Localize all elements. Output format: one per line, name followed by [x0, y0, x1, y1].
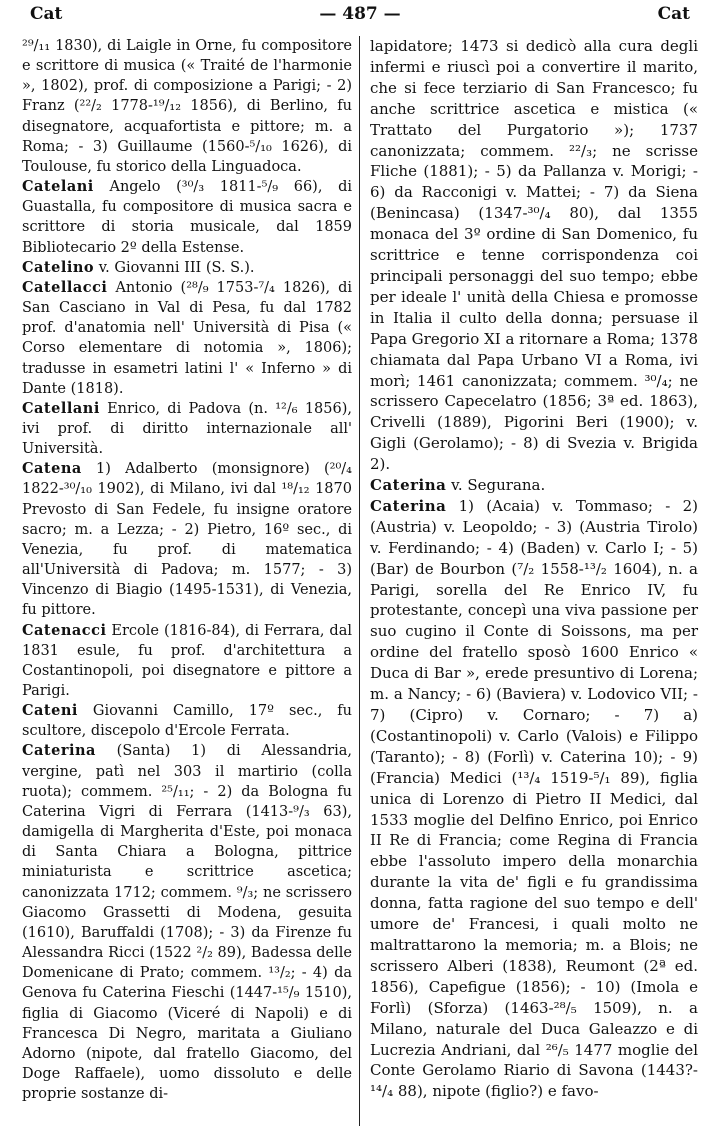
headword: Catellacci: [22, 278, 108, 296]
headword: Catelani: [22, 178, 94, 196]
entry-cateni: Cateni Giovanni Camillo, 17º sec., fu scultore, discepolo d'Ercole Ferrata.: [22, 702, 352, 740]
entry-catellani: Catellani Enrico, di Padova (n. ¹²/₆ 1856), ivi prof. di diritto internazionale all' Università.: [22, 399, 352, 458]
entry-caterina-santa: Caterina (Santa) 1) di Alessandria, vergine, patì nel 303 il martirio (colla ruota); commem. ²⁵/₁₁; - 2) da Bologna fu Caterina Vigri di Ferrara (1413-⁹/₃ 63), damigella di Margherita d'Este, poi monaca di Santa Chiara a Bologna, pittrice miniaturista e scrittrice ascetica; canonizzata 1712; commem. ⁹/₃; ne scrissero Giacomo Grassetti di Modena, gesuita (1610), Baruffaldi (1708); - 3) da Firenze fu Alessandra Ricci (1522 ²/₂ 89), Badessa delle Domenicane di Prato; commem. ¹³/₂; - 4) da Genova fu Caterina Fieschi (1447-¹⁵/₉ 1510), figlia di Giacomo (Viceré di Napoli) e di Francesca Di Negro, maritata a Giuliano Adorno (nipote, dal fratello Giacomo, del Doge Raffaele), uomo dissoluto e delle proprie sostanze di-: [22, 742, 352, 1103]
entry-catelino: Catelino v. Giovanni III (S. S.).: [22, 258, 255, 276]
entry-catellacci: Catellacci Antonio (²⁸/₉ 1753-⁷/₄ 1826), di San Casciano in Val di Pesa, fu dal 1782 prof. d'anatomia nell' Università di Pisa (« Corso elementare di notomia », 1806); tradusse in esametri latini l' « Inferno » di Dante (1818).: [22, 278, 352, 397]
header-left-word: Cat: [30, 4, 63, 24]
headword: Caterina: [370, 496, 447, 515]
header-right-word: Cat: [657, 4, 690, 24]
entry-continuation: lapidatore; 1473 si dedicò alla cura degli infermi e riuscì poi a convertire il marito, che si fece terziario di San Francesco; fu anche scrittrice ascetica e mistica (« Trattato del Purgatorio »); 1737 canonizzata; commem. ²²/₃; ne scrisse Fliche (1881); - 5) da Pallanza v. Morigi; - 6) da Racconigi v. Mattei; - 7) da Siena (Benincasa) (1347-³⁰/₄ 80), dal 1355 monaca del 3º ordine di San Domenico, fu scrittrice e tenne corrispondenza coi principali personaggi del suo tempo; ebbe per ideale l' unità della Chiesa e promosse in Italia il culto della donna; persuase il Papa Gregorio XI a ritornare a Roma; 1378 chiamata dal Papa Urbano VI a Roma, ivi morì; 1461 canonizzata; commem. ³⁰/₄; ne scrissero Capecelatro (1856; 3ª ed. 1863), Crivelli (1889), Pigorini Beri (1900); v. Gigli (Gerolamo); - 8) di Svezia v. Brigida 2).: [370, 37, 699, 474]
page-header: [20, 4, 700, 32]
headword: Caterina: [22, 742, 96, 760]
headword: Catena: [22, 460, 82, 478]
page-number: — 487 —: [319, 4, 401, 24]
entry-catenacci: Catenacci Ercole (1816-84), di Ferrara, dal 1831 esule, fu prof. d'architettura a Costantinopoli, poi disegnatore e pittore a Parigi.: [22, 621, 352, 699]
headword: Catenacci: [22, 621, 107, 639]
left-column: [22, 36, 352, 1104]
column-divider: [359, 36, 360, 1126]
headword: Catelino: [22, 258, 95, 276]
entry-catelani: Catelani Angelo (³⁰/₃ 1811-⁵/₉ 66), di Guastalla, fu compositore di musica sacra e scrittore di storia musicale, dal 1859 Bibliotecario 2º della Estense.: [22, 178, 352, 256]
entry-catena: Catena 1) Adalberto (monsignore) (²⁰/₄ 1822-³⁰/₁₀ 1902), di Milano, ivi dal ¹⁸/₁₂ 1870 Prevosto di San Fedele, fu insigne oratore sacro; m. a Lezza; - 2) Pietro, 16º sec., di Venezia, fu prof. di matematica all'Università di Padova; m. 1577; - 3) Vincenzo di Biagio (1495-1531), di Venezia, fu pittore.: [22, 460, 352, 619]
right-column: [370, 36, 698, 1102]
entry-continuation: ²⁹/₁₁ 1830), di Laigle in Orne, fu compositore e scrittore di musica (« Traité de l'harmonie », 1802), prof. di composizione a Parigi; - 2) Franz (²²/₂ 1778-¹⁹/₁₂ 1856), di Berlino, fu disegnatore, acquafortista e pittore; m. a Roma; - 3) Guillaume (1560-⁵/₁₀ 1626), di Toulouse, fu storico della Linguadoca.: [22, 38, 352, 175]
headword: Catellani: [22, 399, 100, 417]
headword: Caterina: [370, 476, 447, 495]
entry-caterina-royals: Caterina 1) (Acaia) v. Tommaso; - 2) (Austria) v. Leopoldo; - 3) (Austria Tirolo) v. Ferdinando; - 4) (Baden) v. Carlo I; - 5) (Bar) de Bourbon (⁷/₂ 1558-¹³/₂ 1604), n. a Parigi, sorella del Re Enrico IV, fu protestante, concepì una viva passione per suo cugino il Conte di Soissons, ma per ordine del fratello sposò 1600 Enrico « Duca di Bar », erede presuntivo di Lorena; m. a Nancy; - 6) (Baviera) v. Lodovico VII; - 7) (Cipro) v. Cornaro; - 7) a) (Costantinopoli) v. Carlo (Valois) e Filippo (Taranto); - 8) (Forlì) v. Caterina 10); - 9) (Francia) Medici (¹³/₄ 1519-⁵/₁ 89), figlia unica di Lorenzo di Pietro II Medici, dal 1533 moglie del Delfino Enrico, poi Enrico II Re di Francia; come Regina di Francia ebbe l'assoluto impero della monarchia durante la vita de' figli e fu grandissima donna, fatta ragione del suo tempo e dell' umore de' Francesi, i quali molto ne maltrattarono la memoria; m. a Blois; ne scrissero Alberi (1838), Reumont (2ª ed. 1856), Capefigue (1856); - 10) (Imola e Forlì) (Sforza) (1463-²⁸/₅ 1509), n. a Milano, naturale del Duca Galeazzo e di Lucrezia Andriani, dal ²⁶/₅ 1477 moglie del Conte Gerolamo Riario di Savona (1443?-¹⁴/₄ 88), nipote (figlio?) e favo-: [370, 496, 698, 1101]
entry-caterina-segurana: Caterina v. Segurana.: [370, 476, 546, 495]
headword: Cateni: [22, 702, 78, 720]
